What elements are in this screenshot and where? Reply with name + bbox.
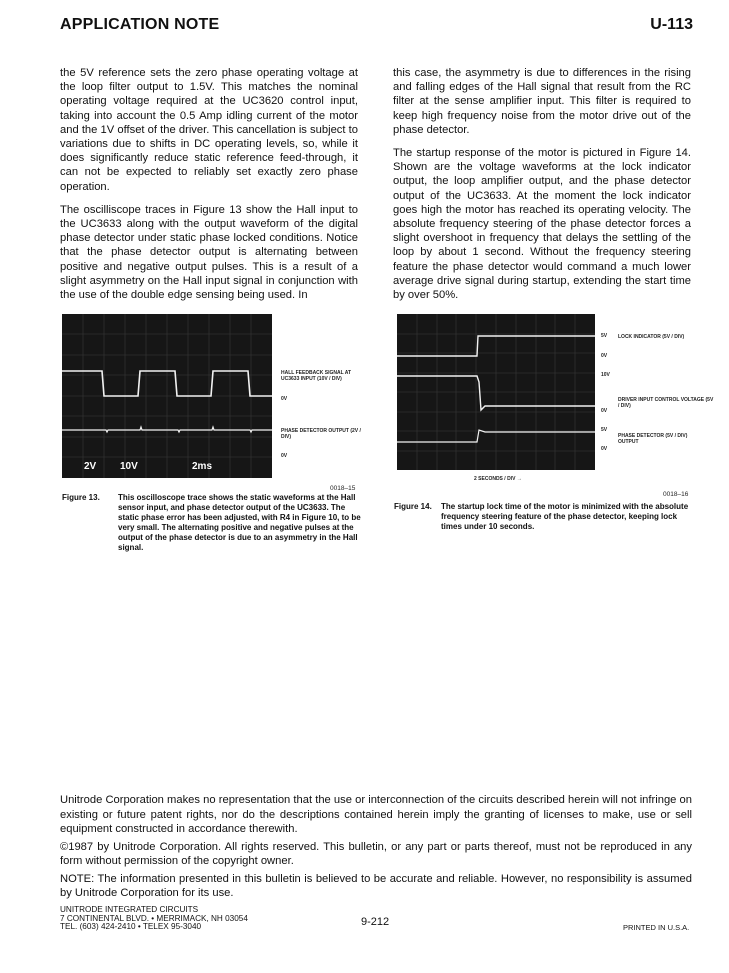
figure13-scope [62, 314, 272, 478]
fig14-label-lock: LOCK INDICATOR (5V / DIV) [618, 334, 685, 340]
figure13-traces [62, 314, 272, 478]
paragraph: this case, the asymmetry is due to differences in the rising and falling edges of the Hall signal that result from the RC filter at the sense amplifier input. This filter is required to keep high frequency noise from the motor drive out of the phase detector. [393, 67, 691, 136]
scope-ch1-scale: 2V [84, 461, 97, 472]
fig14-level-0v-3: 0V [601, 446, 608, 452]
fig14-level-10v: 10V [601, 372, 610, 378]
figure14-caption [394, 502, 690, 532]
paragraph: The startup response of the motor is pictured in Figure 14. Shown are the voltage waveforms at the lock indicator output, the loop amplifier output, and the phase detector output of the UC3633. At the moment the lock indicator goes high the motor has reached its operating velocity. The absolute frequency steering of the phase detector forces a slight overshoot in frequency that delays the settling of the loop by about 1 second. Without the frequency steering feature the phase detector would command a much lower average drive signal during startup, extending the start time by over 50%. [393, 147, 691, 302]
fig13-label-0v: 0V [281, 396, 288, 402]
caption-text: This oscilloscope trace shows the static waveforms at the Hall sensor input, and phase detector output of the UC3633. The static phase error has been adjusted, with R4 in Figure 10, to be very small. The alternating positive and negative pulses at the output of the phase detector is due to an asymmetry in the Hall signal. [118, 493, 361, 552]
printed-in: PRINTED IN U.S.A. [623, 923, 690, 932]
figure13-code: 0018–15 [330, 485, 356, 492]
fig13-label-0v-2: 0V [281, 453, 288, 459]
paragraph: the 5V reference sets the zero phase operating voltage at the loop filter output to 1.5V. This matches the nominal operating voltage required at the UC3620 control input, taking into account the 0.5 Amp idling current of the motor and the 1V offset of the driver. This cancellation is subject to variations due to shifts in DC operating levels, so, while it does significantly reduce static reference feed-through, it can not be expected to reliably set exactly zero phase operation. [60, 67, 358, 193]
scope-ch2-scale: 10V [120, 461, 138, 472]
figure14-scope [397, 314, 595, 470]
fig14-label-driver: DRIVER INPUT CONTROL VOLTAGE (5V / DIV) [618, 397, 714, 409]
caption-text: The startup lock time of the motor is minimized with the absolute frequency steering feature of the phase detector, keeping lock times under 10 seconds. [441, 502, 689, 531]
header-doc-id: U-113 [650, 16, 693, 33]
address-line: UNITRODE INTEGRATED CIRCUITS [60, 905, 199, 914]
footer-note: NOTE: The information presented in this bulletin is believed to be accurate and reliable. However, no responsibility is assumed by Unitrode Corporation for its use. [60, 872, 692, 899]
left-column [60, 66, 358, 311]
fig13-label-hall: HALL FEEDBACK SIGNAL AT UC3633 INPUT (10V / DIV) [281, 370, 352, 382]
company-address [60, 906, 248, 932]
figure14-traces [397, 314, 595, 470]
fig14-level-0v-2: 0V [601, 408, 608, 414]
paragraph: The oscilliscope traces in Figure 13 show the Hall input to the UC3633 along with the output waveform of the digital phase detector under static phase locked conditions. Notice that the phase detector output is alternating between positive and negative output pulses. This is a result of a slight asymmetry on the Hall input signal in conjunction with the use of the double edge sensing being used. In [60, 203, 358, 302]
fig14-level-5v: 5V [601, 333, 608, 339]
page-number: 9-212 [361, 916, 390, 928]
right-column [393, 66, 691, 311]
scope-time-scale: 2ms [192, 461, 213, 472]
caption-number: Figure 13. [62, 493, 100, 502]
fig14-level-5v-2: 5V [601, 427, 608, 433]
fig14-level-0v: 0V [601, 353, 608, 359]
header-title: APPLICATION NOTE [60, 16, 220, 33]
address-line: TEL. (603) 424-2410 • TELEX 95-3040 [60, 922, 202, 932]
address-line: 7 CONTINENTAL BLVD. • MERRIMACK, NH 03054 [60, 913, 248, 923]
footer-copyright: ©1987 by Unitrode Corporation. All rights reserved. This bulletin, or any part or parts thereof, must not be reproduced in any form without permission of the copyright owner. [60, 840, 692, 867]
figure14-code: 0018–16 [663, 491, 689, 498]
figure13-caption [62, 493, 364, 553]
fig14-label-phase: PHASE DETECTOR (5V / DIV) OUTPUT [618, 433, 688, 445]
caption-number: Figure 14. [394, 502, 432, 511]
footer-disclaimer: Unitrode Corporation makes no representation that the use or interconnection of the circuits described herein will not infringe on existing or future patent rights, nor do the descriptions contained herein imply the granting of licenses to make, use or sell equipment constructed in accordance therewith. [60, 794, 692, 835]
fig14-time-label: 2 SECONDS / DIV → [474, 476, 522, 482]
footer-legal [60, 793, 692, 904]
fig13-label-phase: PHASE DETECTOR OUTPUT (2V / DIV) [281, 428, 361, 440]
